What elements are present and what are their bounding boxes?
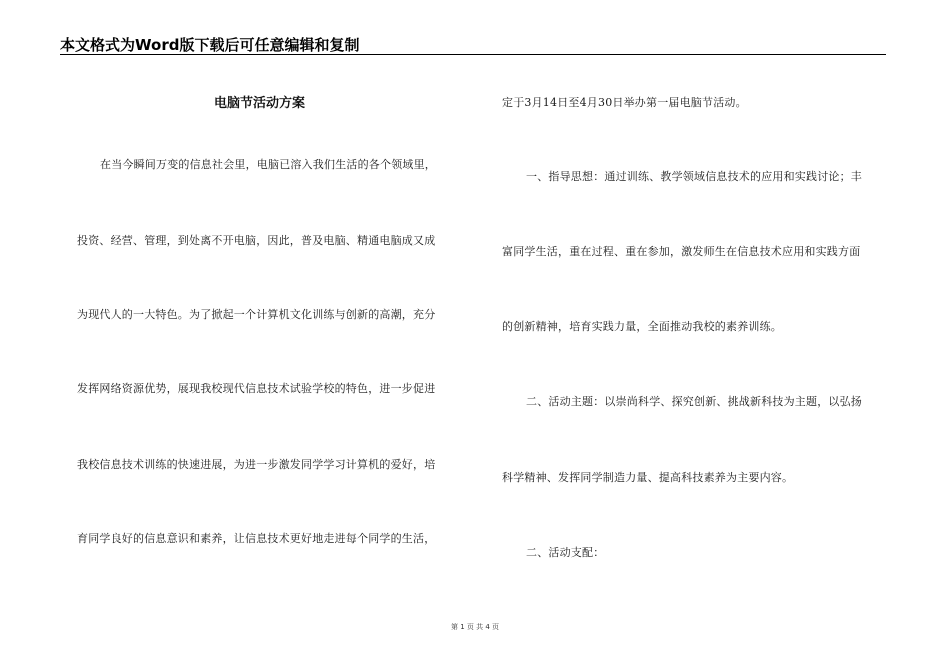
- paragraph-line: 发挥网络资源优势，展现我校现代信息技术试验学校的特色，进一步促进: [77, 382, 436, 395]
- paragraph-line: 育同学良好的信息意识和素养，让信息技术更好地走进每个同学的生活，: [77, 532, 436, 545]
- section-line: 二、活动支配：: [526, 546, 605, 559]
- paragraph-line: 定于3月14日至4月30日举办第一届电脑节活动。: [502, 96, 747, 109]
- document-title: 电脑节活动方案: [214, 96, 306, 111]
- section-line: 二、活动主题：以崇尚科学、探究创新、挑战新科技为主题，以弘扬: [526, 395, 862, 408]
- left-column: [77, 0, 462, 640]
- paragraph-line: 投资、经营、管理，到处离不开电脑，因此，普及电脑、精通电脑成又成: [77, 234, 436, 247]
- paragraph-line: 为现代人的一大特色。为了掀起一个计算机文化训练与创新的高潮，充分: [77, 308, 436, 321]
- paragraph-line: 的创新精神，培育实践力量，全面推动我校的素养训练。: [502, 320, 782, 333]
- paragraph-line: 在当今瞬间万变的信息社会里，电脑已溶入我们生活的各个领域里，: [100, 158, 436, 171]
- paragraph-line: 科学精神、发挥同学制造力量、提高科技素养为主要内容。: [502, 471, 794, 484]
- paragraph-line: 我校信息技术训练的快速进展，为进一步激发同学学习计算机的爱好，培: [77, 458, 436, 471]
- page-indicator: 第 1 页 共 4 页: [450, 623, 500, 631]
- section-line: 一、指导思想：通过训练、教学领域信息技术的应用和实践讨论；丰: [526, 170, 862, 183]
- right-column: [502, 0, 887, 640]
- header-title: 本文格式为Word版下载后可任意编辑和复制: [60, 36, 360, 54]
- paragraph-line: 富同学生活，重在过程、重在参加，激发师生在信息技术应用和实践方面: [502, 245, 861, 258]
